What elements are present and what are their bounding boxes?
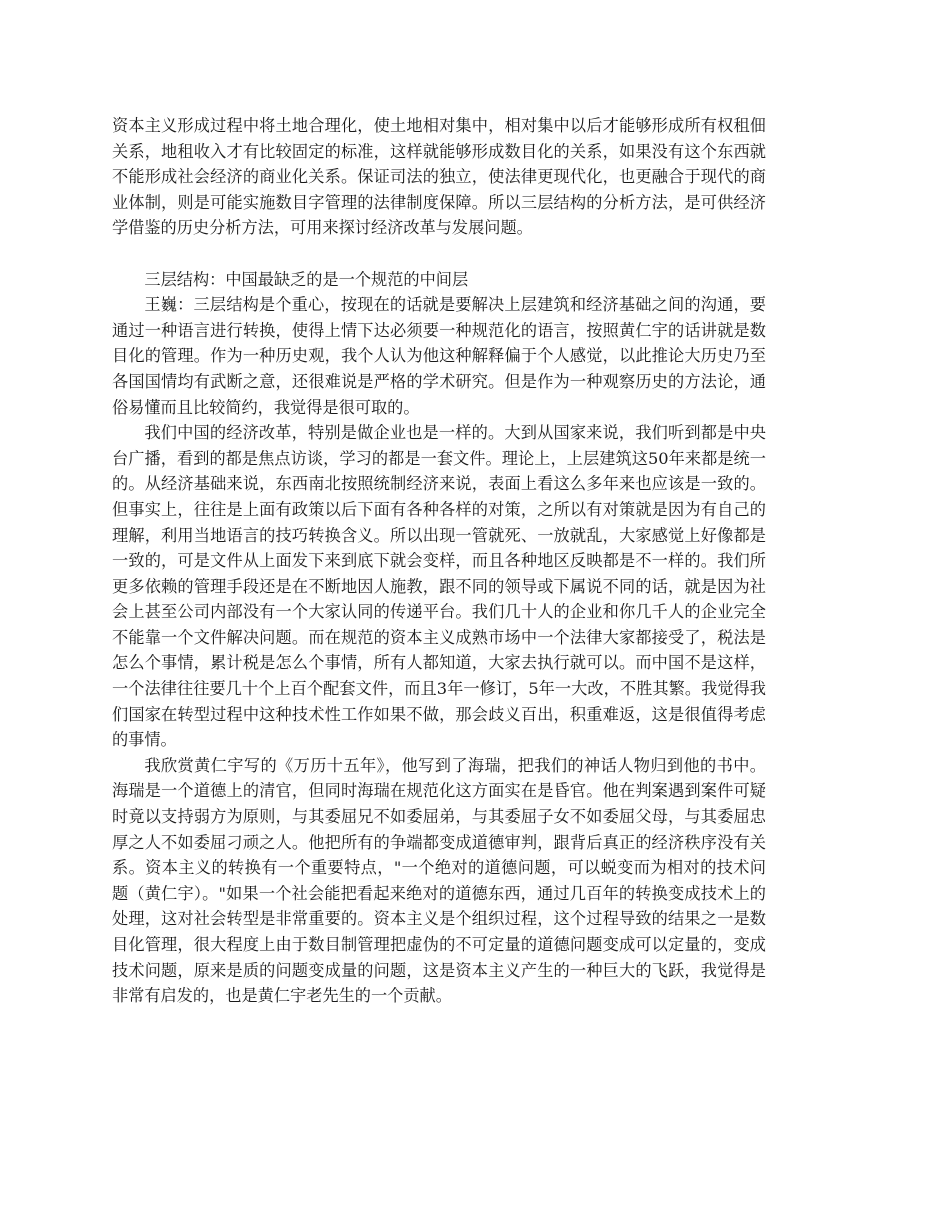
paragraph-wangwei: 王巍：三层结构是个重心，按现在的话就是要解决上层建筑和经济基础之间的沟通，要通过一种语言进行转换，使得上情下达必须要一种规范化的语言，按照黄仁宇的话讲就是数目化的管理。作为一种历史观，我个人认为他这种解释偏于个人感觉，以此推论大历史乃至各国国情均有武断之意，还很难说是严格的学术研究。但是作为一种观察历史的方法论，通俗易懂而且比较简约，我觉得是很可取的。 [112, 295, 766, 417]
paragraph-reform: 我们中国的经济改革，特别是做企业也是一样的。大到从国家来说，我们听到都是中央台广播，看到的都是焦点访谈，学习的都是一套文件。理论上，上层建筑这50年来都是统一的。从经济基础来说，东西南北按照统制经济来说，表面上看这么多年来也应该是一致的。但事实上，往往是上面有政策以后下面有各种各样的对策，之所以有对策就是因为有自己的理解，利用当地语言的技巧转换含义。所以出现一管就死、一放就乱，大家感觉上好像都是一致的，可是文件从上面发下来到底下就会变样，而且各种地区反映都是不一样的。我们所更多依赖的管理手段还是在不断地因人施教，跟不同的领导或下属说不同的话，就是因为社会上甚至公司内部没有一个大家认同的传递平台。我们几十人的企业和你几千人的企业完全不能靠一个文件解决问题。而在规范的资本主义成熟市场中一个法律大家都接受了，税法是怎么个事情，累计税是怎么个事情，所有人都知道，大家去执行就可以。而中国不是这样，一个法律往往要几十个上百个配套文件，而且3年一修订，5年一大改，不胜其繁。我觉得我们国家在转型过程中这种技术性工作如果不做，那会歧义百出，积重难返，这是很值得考虑的事情。 [112, 423, 766, 750]
paragraph-wanli: 我欣赏黄仁宇写的《万历十五年》，他写到了海瑞，把我们的神话人物归到他的书中。海瑞是一个道德上的清官，但同时海瑞在规范化这方面实在是昏官。他在判案遇到案件可疑时竟以支持弱方为原则，与其委屈兄不如委屈弟，与其委屈子女不如委屈父母，与其委屈忠厚之人不如委屈刁顽之人。他把所有的争端都变成道德审判，跟背后真正的经济秩序没有关系。资本主义的转换有一个重要特点，"一个绝对的道德问题，可以蜕变而为相对的技术问题（黄仁宇）。"如果一个社会能把看起来绝对的道德东西，通过几百年的转换变成技术上的处理，这对社会转型是非常重要的。资本主义是个组织过程，这个过程导致的结果之一是数目化管理，很大程度上由于数目制管理把虚伪的不可定量的道德问题变成可以定量的，变成技术问题，原来是质的问题变成量的问题，这是资本主义产生的一种巨大的飞跃，我觉得是非常有启发的，也是黄仁宇老先生的一个贡献。 [112, 755, 766, 1006]
section-heading: 三层结构：中国最缺乏的是一个规范的中间层 [144, 269, 469, 289]
paragraph-spacer [112, 241, 766, 267]
paragraph-intro: 资本主义形成过程中将土地合理化，使土地相对集中，相对集中以后才能够形成所有权租佃关系，地租收入才有比较固定的标准，这样就能够形成数目化的关系，如果没有这个东西就不能形成社会经济的商业化关系。保证司法的独立，使法律更现代化，也更融合于现代的商业体制，则是可能实施数目字管理的法律制度保障。所以三层结构的分析方法，是可供经济学借鉴的历史分析方法，可用来探讨经济改革与发展问题。 [112, 116, 766, 238]
document-page [112, 113, 766, 1009]
